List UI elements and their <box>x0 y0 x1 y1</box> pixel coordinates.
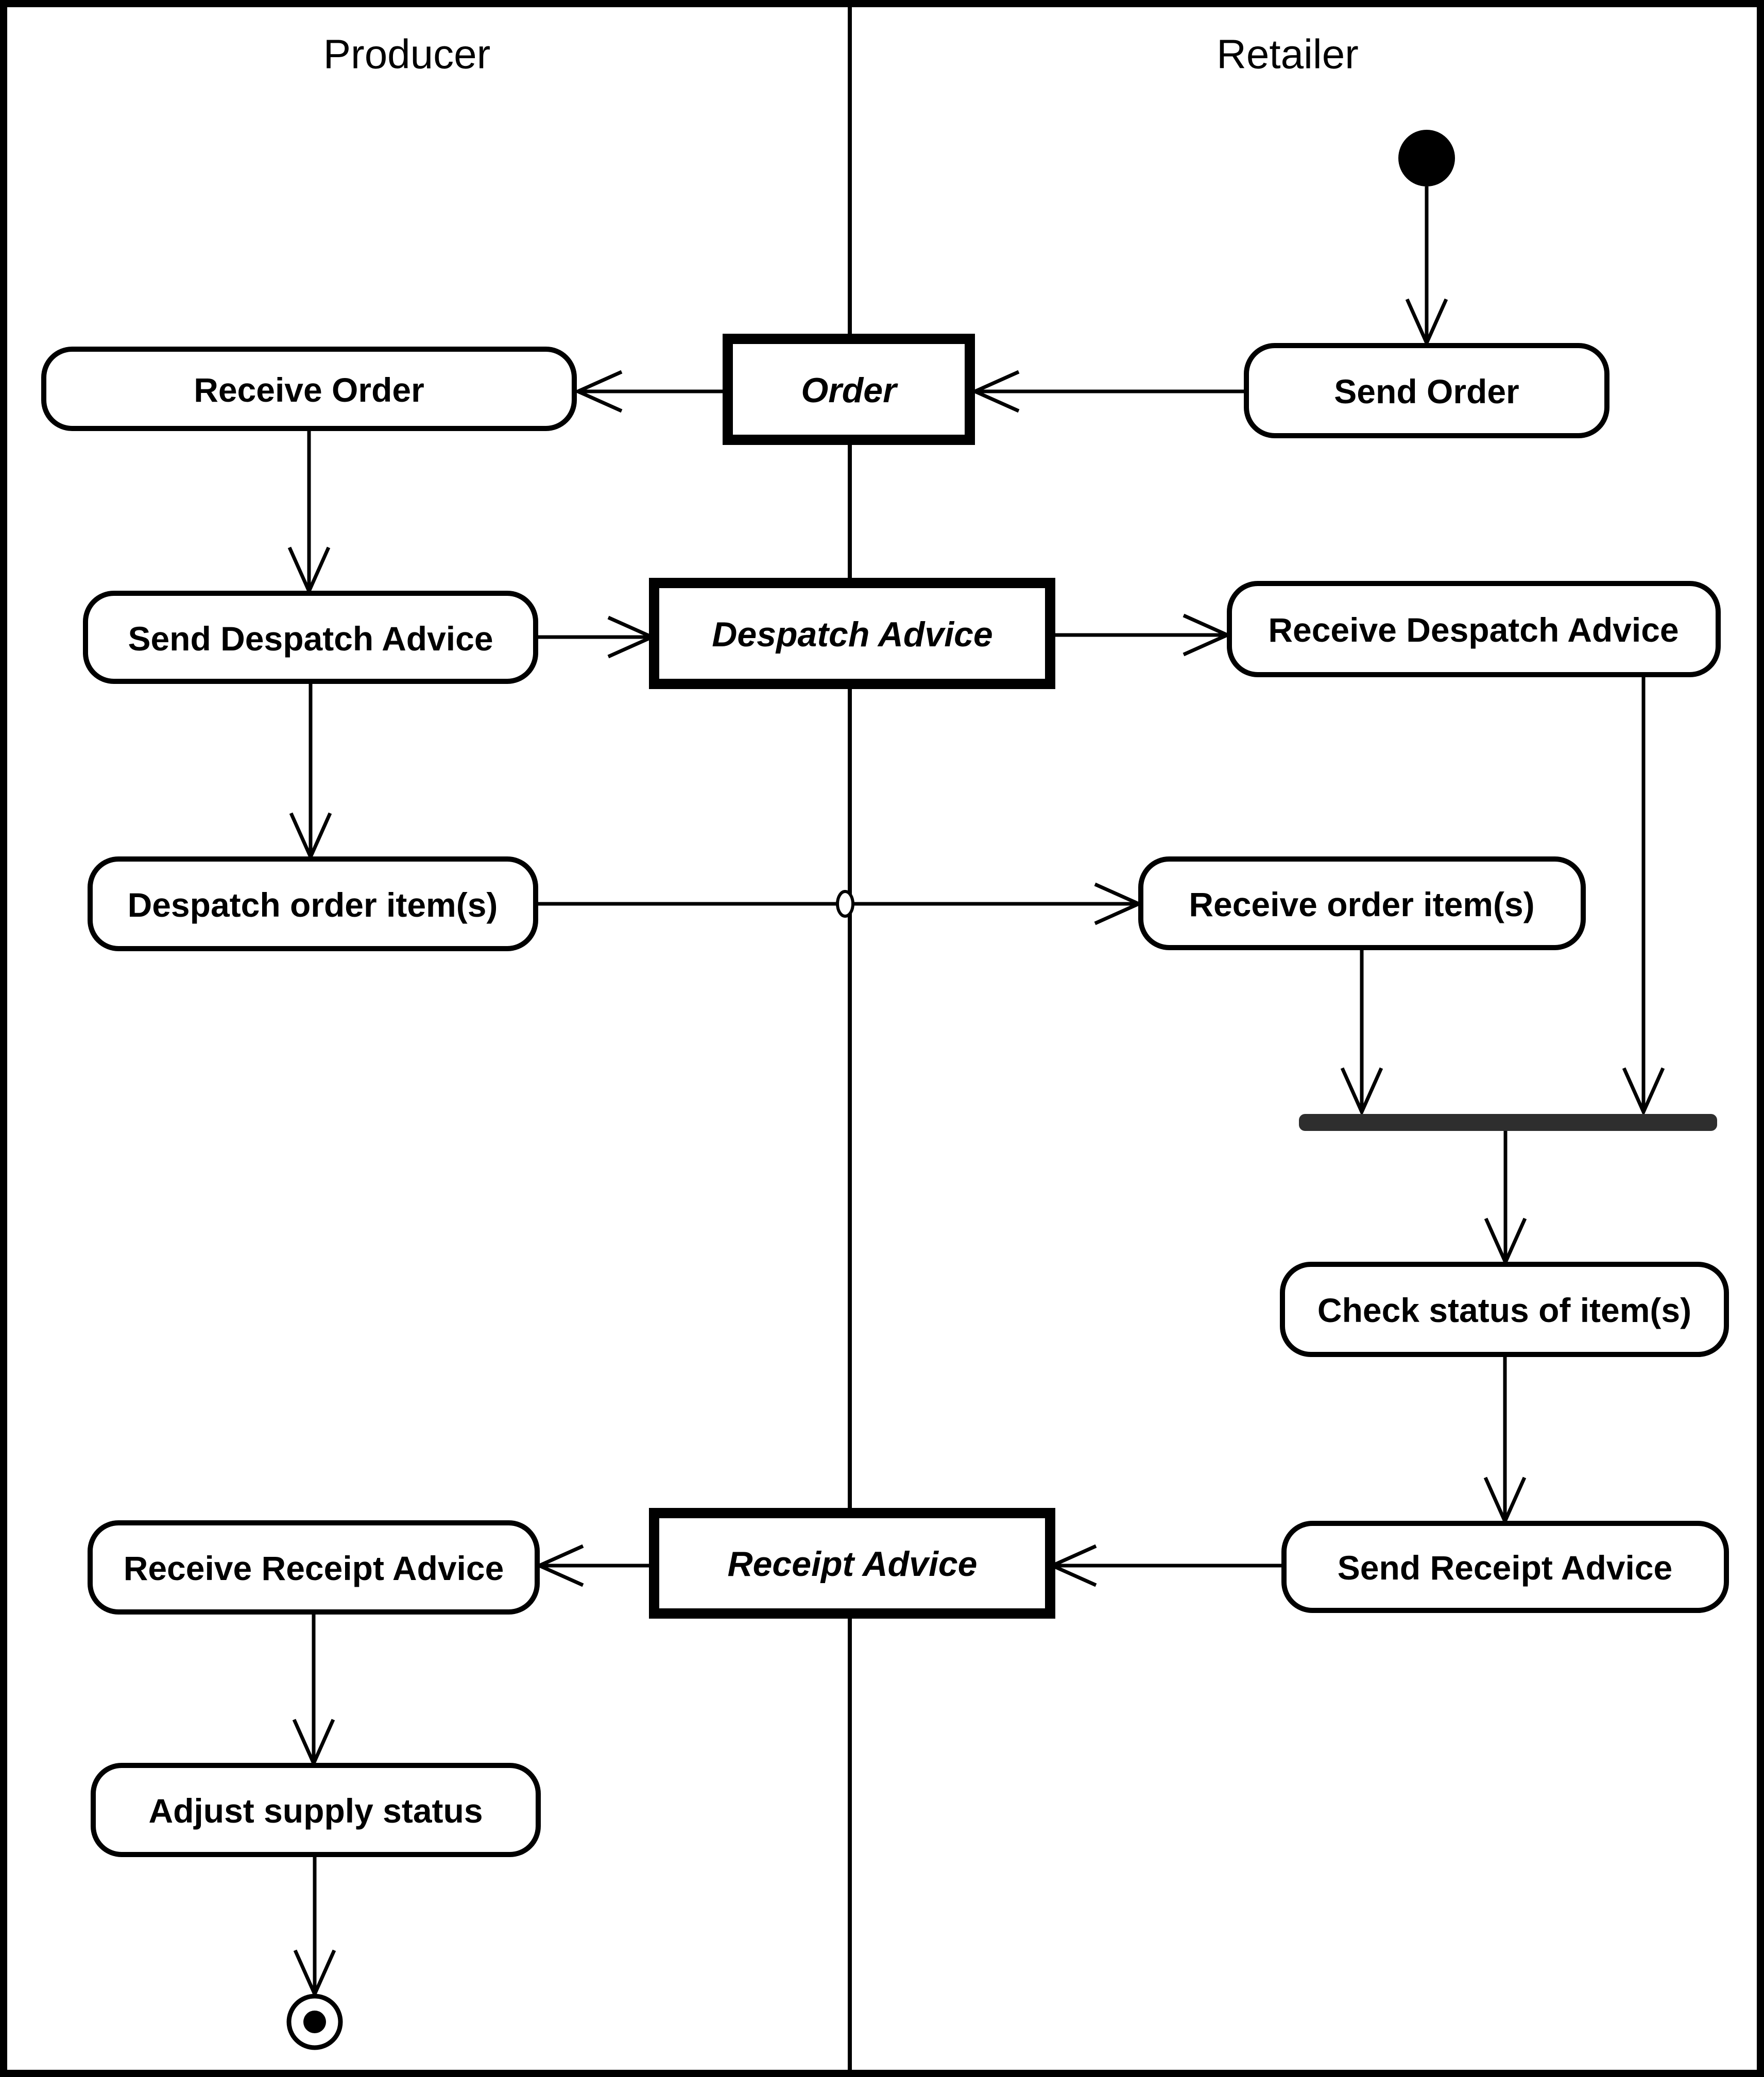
flow-receive-order-to-send-despatch-advice <box>289 428 329 591</box>
flow-receive-order-items-to-join-bar <box>1342 948 1381 1112</box>
activity-adjust-supply-status-label: Adjust supply status <box>148 1792 483 1830</box>
activity-receive-receipt-advice-label: Receive Receipt Advice <box>123 1549 504 1587</box>
object-despatch-advice-label: Despatch Advice <box>712 615 993 654</box>
activity-check-status-of-items <box>1282 1264 1726 1354</box>
activity-receive-order <box>44 349 574 428</box>
activity-send-receipt-advice <box>1284 1523 1726 1610</box>
final-node <box>289 1996 340 2048</box>
activity-send-order-label: Send Order <box>1334 372 1519 410</box>
activity-adjust-supply-status <box>93 1765 538 1855</box>
flow-join-bar-to-check-status <box>1486 1131 1525 1262</box>
object-order <box>728 339 970 440</box>
flow-send-despatch-advice-to-despatch-advice <box>536 617 652 657</box>
lane-title-retailer: Retailer <box>1217 31 1359 77</box>
final-node-inner-dot <box>303 2011 326 2033</box>
object-despatch-advice <box>654 583 1050 684</box>
object-receipt-advice-label: Receipt Advice <box>727 1544 978 1584</box>
activity-receive-receipt-advice <box>90 1523 537 1612</box>
activity-despatch-order-items-label: Despatch order item(s) <box>127 886 498 924</box>
flow-send-order-to-order <box>975 372 1246 411</box>
lane-title-producer: Producer <box>323 31 491 77</box>
flow-check-status-to-send-receipt-advice <box>1485 1354 1525 1521</box>
flow-initial-to-send-order <box>1407 186 1446 343</box>
activity-receive-order-label: Receive Order <box>194 371 424 409</box>
flow-receive-receipt-advice-to-adjust-supply-status <box>294 1612 333 1763</box>
activity-send-despatch-advice <box>85 593 536 681</box>
flow-send-despatch-advice-to-despatch-order-items <box>291 681 330 857</box>
initial-node <box>1398 130 1455 186</box>
activity-check-status-of-items-label: Check status of item(s) <box>1317 1291 1692 1329</box>
join-bar <box>1299 1114 1717 1131</box>
activity-send-despatch-advice-label: Send Despatch Advice <box>128 620 493 658</box>
flow-receive-despatch-advice-to-join-bar <box>1624 675 1663 1112</box>
flow-order-to-receive-order <box>578 372 728 411</box>
line-crossing-hop <box>837 891 853 916</box>
activity-receive-order-items-label: Receive order item(s) <box>1189 885 1535 923</box>
activity-receive-order-items <box>1141 859 1583 948</box>
object-receipt-advice <box>654 1513 1050 1613</box>
flow-receipt-advice-to-receive-receipt-advice <box>539 1546 654 1585</box>
flow-send-receipt-advice-to-receipt-advice <box>1052 1546 1284 1585</box>
flow-despatch-advice-to-receive-despatch-advice <box>1050 615 1227 655</box>
flow-adjust-supply-status-to-final <box>295 1855 334 1994</box>
activity-send-receipt-advice-label: Send Receipt Advice <box>1337 1549 1673 1587</box>
activity-despatch-order-items <box>90 859 536 949</box>
activity-receive-despatch-advice-label: Receive Despatch Advice <box>1268 611 1679 649</box>
activity-receive-despatch-advice <box>1229 583 1718 675</box>
object-order-label: Order <box>801 371 897 410</box>
flow-despatch-order-items-to-receive-order-items <box>536 884 1139 923</box>
activity-send-order <box>1246 346 1607 436</box>
